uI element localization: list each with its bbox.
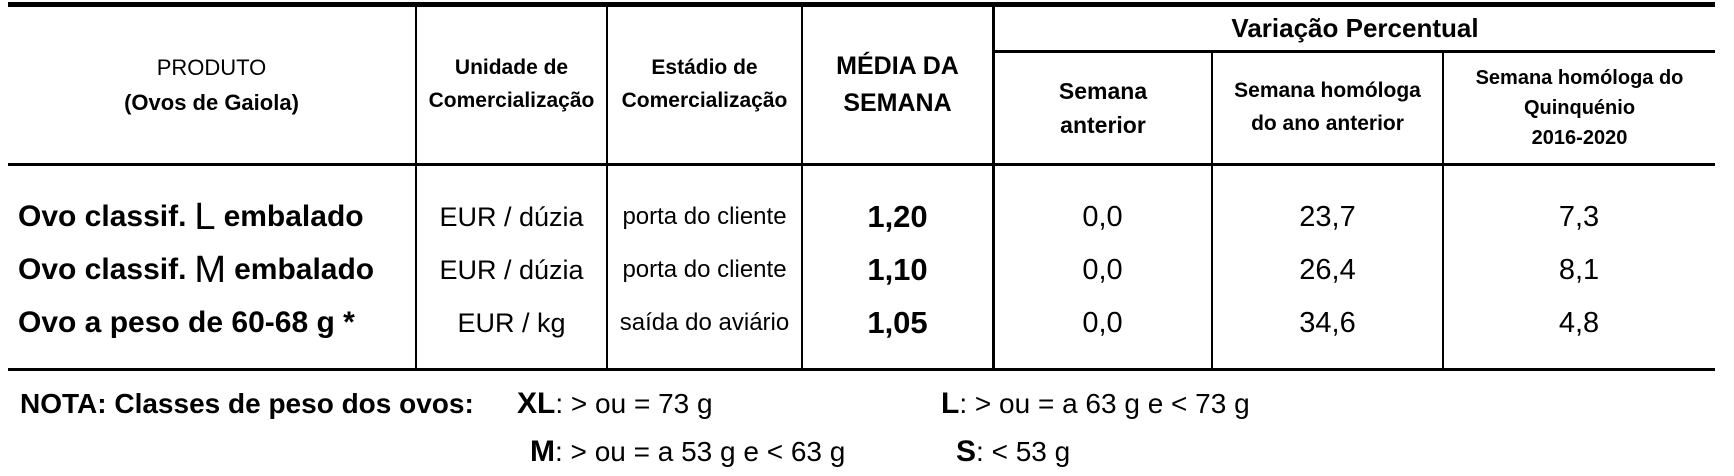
produto-suffix: embalado	[223, 200, 364, 233]
unidade-cell: EUR / dúzia	[439, 254, 584, 285]
nota-class-l	[941, 387, 1250, 421]
estadio-cell: porta do cliente	[622, 256, 787, 283]
nota-class-xl-label: XL	[517, 387, 556, 420]
var-ano-anterior-cell: 26,4	[1299, 253, 1356, 286]
header-estadio	[608, 7, 801, 163]
header-quinquenio	[1444, 53, 1715, 163]
var-quinquenio-cell: 7,3	[1558, 200, 1600, 233]
nota-class-m	[530, 435, 845, 469]
media-cell: 1,05	[867, 305, 928, 340]
produto-cell	[8, 306, 416, 340]
produto-class-letter: M	[194, 249, 227, 291]
header-media	[803, 7, 992, 163]
nota-class-l-label: L	[941, 387, 960, 420]
produto-prefix: Ovo classif.	[18, 253, 187, 286]
quinquenio-label-line2: 2016-2020	[1531, 127, 1628, 149]
unidade-label: Unidade de Comercialização	[428, 56, 595, 112]
media-cell: 1,10	[867, 252, 928, 287]
var-semana-anterior-cell: 0,0	[1082, 253, 1123, 286]
produto-prefix: Ovo classif.	[18, 200, 187, 233]
nota-class-s	[956, 435, 1070, 469]
media-cell: 1,20	[867, 199, 928, 234]
variacao-group-label: Variação Percentual	[1231, 13, 1479, 43]
produto-class-letter: L	[194, 196, 216, 238]
estadio-cell: saída do aviário	[619, 309, 790, 336]
produto-cell	[8, 198, 416, 236]
nota-intro: NOTA: Classes de peso dos ovos:	[20, 388, 474, 419]
estadio-cell: porta do cliente	[622, 203, 787, 230]
unidade-cell: EUR / kg	[457, 307, 566, 338]
var-semana-anterior-cell: 0,0	[1082, 306, 1123, 339]
unidade-cell: EUR / dúzia	[439, 201, 584, 232]
header-homologa-ano	[1213, 53, 1442, 163]
var-ano-anterior-cell: 34,6	[1299, 306, 1356, 339]
table-row-ovo-m	[8, 243, 1715, 297]
homologa-ano-label: Semana homóloga do ano anterior	[1234, 79, 1421, 135]
produto-cell	[8, 251, 416, 289]
header-variacao-group	[995, 7, 1715, 50]
table-bottom-rule	[8, 368, 1715, 371]
header-semana-anterior	[995, 53, 1211, 163]
header-unidade	[417, 7, 606, 163]
produto-suffix: embalado	[234, 253, 375, 286]
quinquenio-label-line1: Semana homóloga do Quinquénio	[1475, 67, 1684, 119]
nota-class-m-label: M	[530, 435, 555, 468]
var-semana-anterior-cell: 0,0	[1082, 200, 1123, 233]
semana-anterior-label: Semana anterior	[1058, 77, 1148, 138]
nota-class-l-definition: : > ou = a 63 g e < 73 g	[959, 388, 1250, 419]
table-row-ovo-peso	[8, 296, 1715, 350]
produto-subtitle: (Ovos de Gaiola)	[124, 90, 299, 115]
nota-class-s-definition: : < 53 g	[976, 436, 1071, 467]
var-quinquenio-cell: 8,1	[1558, 253, 1600, 286]
header-bottom-rule	[8, 163, 1715, 166]
var-quinquenio-cell: 4,8	[1558, 306, 1600, 339]
produto-title: PRODUTO	[156, 54, 267, 80]
nota-class-xl	[517, 387, 713, 421]
nota-class-xl-definition: : > ou = 73 g	[555, 388, 713, 419]
header-produto	[8, 7, 415, 163]
var-ano-anterior-cell: 23,7	[1299, 200, 1356, 233]
nota-class-s-label: S	[956, 435, 977, 468]
table-row-ovo-l	[8, 190, 1715, 244]
nota-class-m-definition: : > ou = a 53 g e < 63 g	[555, 436, 846, 467]
produto-prefix: Ovo a peso de 60-68 g *	[18, 306, 355, 339]
media-label: MÉDIA DA SEMANA	[836, 51, 959, 117]
estadio-label: Estádio de Comercialização	[621, 56, 788, 112]
